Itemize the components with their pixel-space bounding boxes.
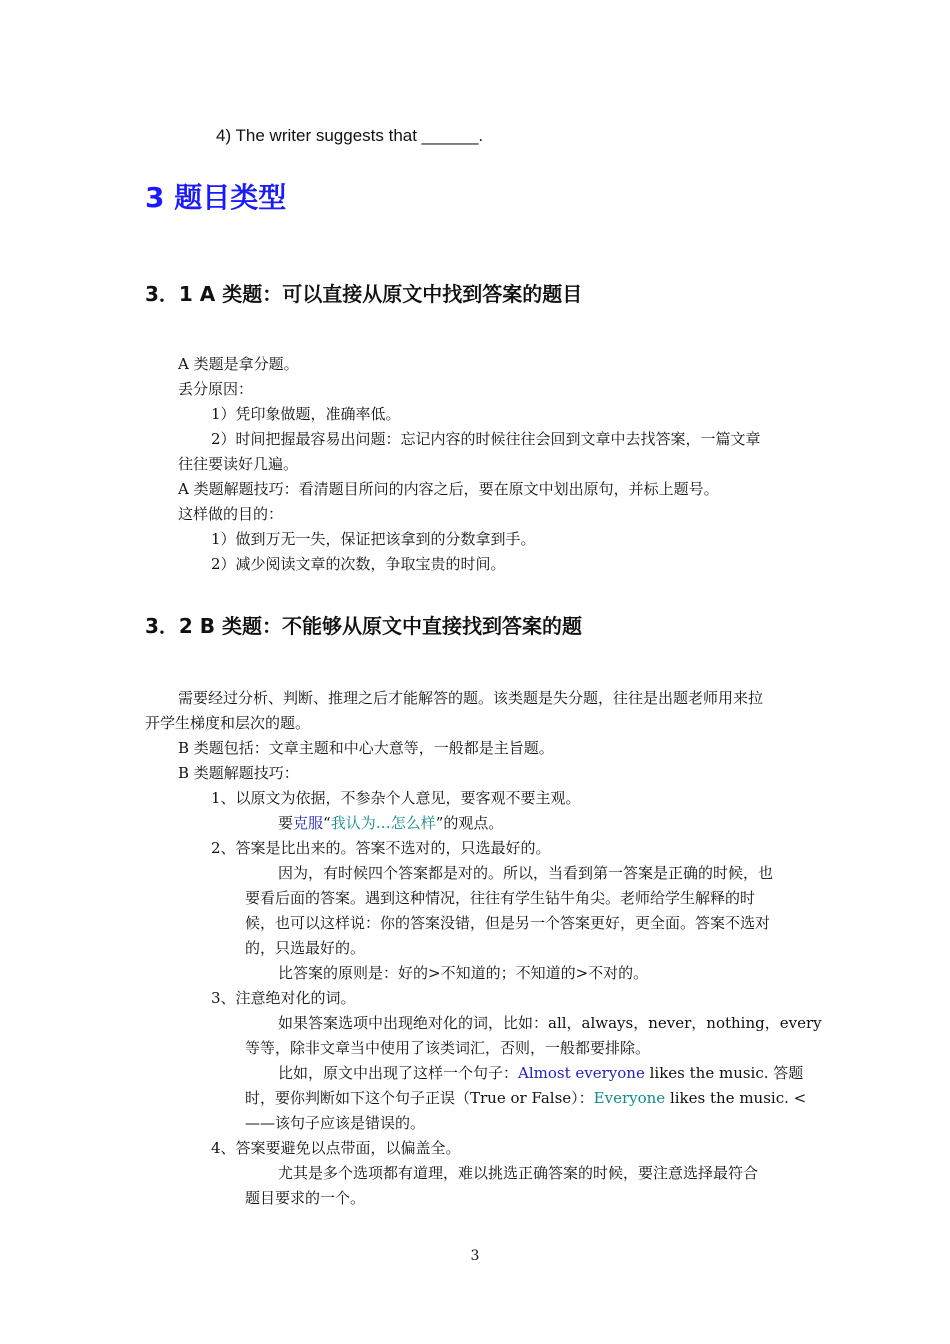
paragraph: 这样做的目的： (178, 505, 284, 523)
text: “ (323, 814, 331, 832)
list-item: 1）做到万无一失，保证把该拿到的分数拿到手。 (211, 530, 536, 548)
rule-4-detail: 尤其是多个选项都有道理，难以挑选正确答案的时候，要注意选择最符合 (278, 1164, 759, 1182)
rule-4-detail: 题目要求的一个。 (245, 1189, 366, 1207)
rule-2: 2、答案是比出来的。答案不选对的，只选最好的。 (211, 839, 551, 857)
rule-2-detail: 的，只选最好的。 (245, 939, 366, 957)
highlighted-text: Almost everyone (518, 1064, 645, 1082)
page-number: 3 (470, 1248, 480, 1264)
highlighted-text: 克服 (293, 814, 324, 832)
rule-1-detail (278, 811, 503, 836)
paragraph: B 类题解题技巧： (178, 764, 299, 782)
rule-2-detail: 候，也可以这样说：你的答案没错，但是另一个答案更好，更全面。答案不选对 (245, 914, 771, 932)
rule-3: 3、注意绝对化的词。 (211, 989, 356, 1007)
text: likes the music. < (665, 1089, 807, 1107)
rule-3-example (245, 1086, 806, 1111)
text: ”的观点。 (435, 814, 504, 832)
rule-3-detail: 如果答案选项中出现绝对化的词，比如：all，always，never，nothing，every (278, 1014, 822, 1032)
section-heading-3-1: 3．1 A 类题：可以直接从原文中找到答案的题目 (145, 282, 583, 306)
section-heading-3-2: 3．2 B 类题：不能够从原文中直接找到答案的题 (145, 614, 583, 638)
paragraph: 需要经过分析、判断、推理之后才能解答的题。该类题是失分题，往往是出题老师用来拉 (178, 689, 764, 707)
text: 比如，原文中出现了这样一个句子： (278, 1064, 519, 1082)
rule-3-detail: 等等，除非文章当中使用了该类词汇，否则，一般都要排除。 (245, 1039, 651, 1057)
rule-1: 1、以原文为依据，不参杂个人意见，要客观不要主观。 (211, 789, 581, 807)
list-item: 1）凭印象做题，准确率低。 (211, 405, 401, 423)
list-item: 2）减少阅读文章的次数，争取宝贵的时间。 (211, 555, 506, 573)
rule-3-example (278, 1061, 803, 1086)
rule-3-example: ——该句子应该是错误的。 (245, 1114, 426, 1132)
rule-2-detail: 因为，有时候四个答案都是对的。所以，当看到第一答案是正确的时候，也 (278, 864, 774, 882)
text: 要 (278, 814, 294, 832)
paragraph: A 类题是拿分题。 (178, 355, 299, 373)
paragraph-continuation: 开学生梯度和层次的题。 (145, 714, 311, 732)
question-4: 4) The writer suggests that ______. (216, 126, 484, 145)
paragraph: A 类题解题技巧：看清题目所问的内容之后，要在原文中划出原句，并标上题号。 (178, 480, 719, 498)
paragraph: 丢分原因： (178, 380, 254, 398)
text: likes the music. 答题 (644, 1064, 804, 1082)
text: 时，要你判断如下这个句子正误（True or False）： (245, 1089, 594, 1107)
highlighted-text: Everyone (593, 1089, 666, 1107)
list-item-continuation: 往往要读好几遍。 (178, 455, 299, 473)
highlighted-text: 我认为…怎么样 (330, 814, 436, 832)
rule-4: 4、答案要避免以点带面，以偏盖全。 (211, 1139, 461, 1157)
paragraph: B 类题包括：文章主题和中心大意等，一般都是主旨题。 (178, 739, 554, 757)
list-item: 2）时间把握最容易出问题：忘记内容的时候往往会回到文章中去找答案，一篇文章 (211, 430, 761, 448)
section-heading-3: 3 题目类型 (145, 181, 287, 214)
rule-2-principle: 比答案的原则是：好的>不知道的；不知道的>不对的。 (278, 964, 649, 982)
rule-2-detail: 要看后面的答案。遇到这种情况，往往有学生钻牛角尖。老师给学生解释的时 (245, 889, 756, 907)
